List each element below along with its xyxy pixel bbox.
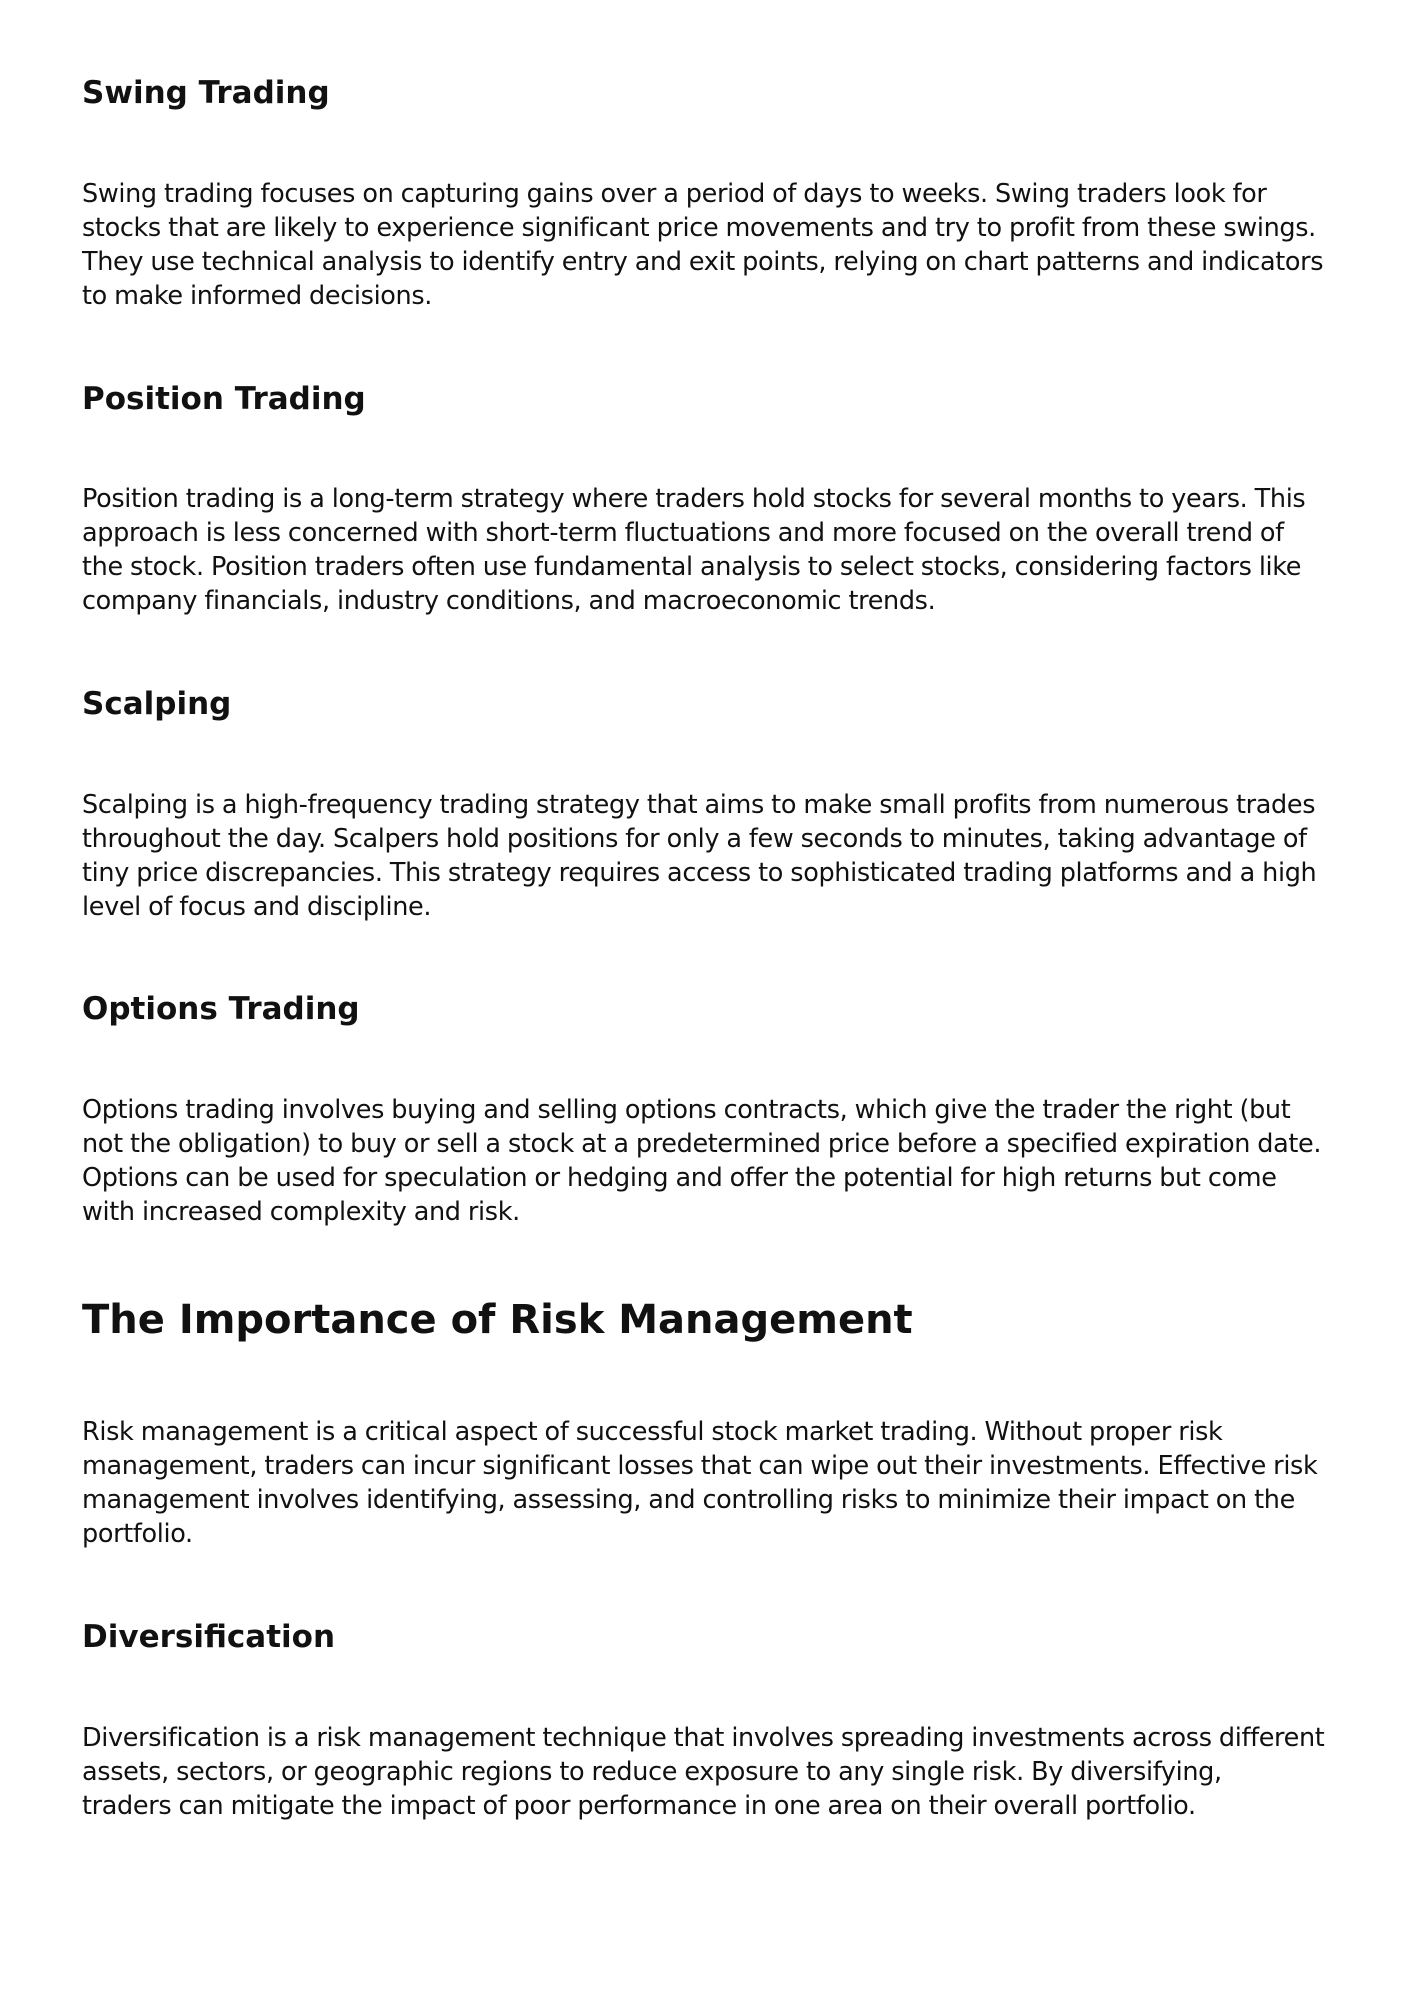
paragraph-diversification [82, 1721, 1347, 1823]
paragraph-line: company financials, industry conditions, and macroeconomic trends. [82, 586, 936, 616]
heading-position-trading: Position Trading [82, 381, 366, 417]
document-page [82, 0, 1342, 2000]
heading-diversification: Diversification [82, 1619, 336, 1655]
heading-scalping: Scalping [82, 686, 232, 722]
paragraph-line: Swing trading focuses on capturing gains over a period of days to weeks. Swing traders look for [82, 179, 1267, 209]
paragraph-line: not the obligation) to buy or sell a stock at a predetermined price before a specified expiration date. [82, 1129, 1322, 1159]
paragraph-line: throughout the day. Scalpers hold positions for only a few seconds to minutes, taking advantage of [82, 824, 1307, 854]
paragraph-line: assets, sectors, or geographic regions to reduce exposure to any single risk. By diversifying, [82, 1757, 1222, 1787]
paragraph-line: Scalping is a high-frequency trading strategy that aims to make small profits from numerous trades [82, 790, 1316, 820]
paragraph-line: portfolio. [82, 1519, 193, 1549]
paragraph-line: approach is less concerned with short-term fluctuations and more focused on the overall trend of [82, 518, 1284, 548]
heading-options-trading: Options Trading [82, 991, 360, 1027]
paragraph-line: the stock. Position traders often use fundamental analysis to select stocks, considering factors like [82, 552, 1302, 582]
paragraph-line: to make informed decisions. [82, 281, 433, 311]
paragraph-line: level of focus and discipline. [82, 892, 432, 922]
paragraph-line: stocks that are likely to experience significant price movements and try to profit from these swings. [82, 213, 1316, 243]
heading-risk-management: The Importance of Risk Management [82, 1297, 913, 1343]
paragraph-scalping [82, 788, 1347, 924]
paragraph-line: They use technical analysis to identify entry and exit points, relying on chart patterns and indicators [82, 247, 1324, 277]
paragraph-line: Diversification is a risk management technique that involves spreading investments across different [82, 1723, 1325, 1753]
paragraph-line: management involves identifying, assessing, and controlling risks to minimize their impact on the [82, 1485, 1295, 1515]
paragraph-line: management, traders can incur significant losses that can wipe out their investments. Effective risk [82, 1451, 1318, 1481]
paragraph-options-trading [82, 1093, 1347, 1229]
paragraph-line: Options trading involves buying and selling options contracts, which give the trader the right (but [82, 1095, 1291, 1125]
paragraph-position-trading [82, 482, 1347, 618]
paragraph-line: Options can be used for speculation or hedging and offer the potential for high returns but come [82, 1163, 1277, 1193]
paragraph-line: with increased complexity and risk. [82, 1197, 520, 1227]
paragraph-risk-management [82, 1415, 1347, 1551]
paragraph-line: Risk management is a critical aspect of successful stock market trading. Without proper risk [82, 1417, 1223, 1447]
paragraph-line: Position trading is a long-term strategy where traders hold stocks for several months to years. This [82, 484, 1306, 514]
heading-swing-trading: Swing Trading [82, 75, 330, 111]
paragraph-swing-trading [82, 177, 1347, 313]
paragraph-line: tiny price discrepancies. This strategy requires access to sophisticated trading platforms and a high [82, 858, 1317, 888]
paragraph-line: traders can mitigate the impact of poor performance in one area on their overall portfolio. [82, 1791, 1196, 1821]
